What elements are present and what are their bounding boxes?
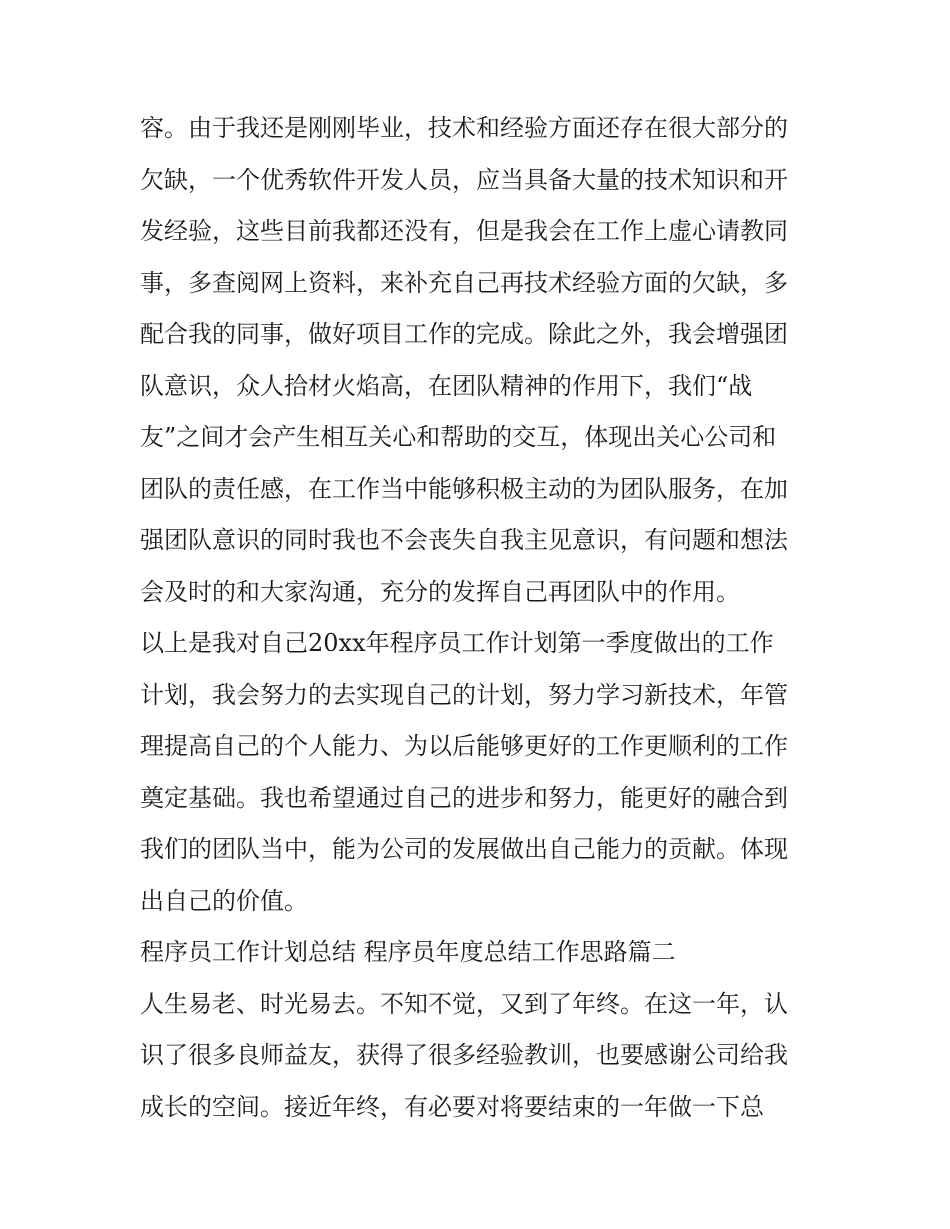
paragraph-line: 团队的责任感，在工作当中能够积极主动的为团队服务，在加 <box>140 475 788 503</box>
paragraph-line: 强团队意识的同时我也不会丧失自我主见意识，有问题和想法 <box>140 526 788 554</box>
paragraph-line: 识了很多良师益友，获得了很多经验教训，也要感谢公司给我 <box>140 1041 788 1069</box>
section-heading: 程序员工作计划总结 程序员年度总结工作思路篇二 <box>140 938 676 966</box>
paragraph-line: 队意识，众人拾材火焰高，在团队精神的作用下，我们“战 <box>140 372 753 400</box>
paragraph-line: 出自己的价值。 <box>140 887 308 915</box>
paragraph-line: 成长的空间。接近年终，有必要对将要结束的一年做一下总 <box>140 1093 764 1121</box>
paragraph-line: 理提高自己的个人能力、为以后能够更好的工作更顺利的工作 <box>140 732 788 760</box>
paragraph-line: 事，多查阅网上资料，来补充自己再技术经验方面的欠缺，多 <box>140 269 788 297</box>
paragraph-line: 友”之间才会产生相互关心和帮助的交互，体现出关心公司和 <box>140 423 777 451</box>
paragraph-line: 我们的团队当中，能为公司的发展做出自己能力的贡献。体现 <box>140 835 788 863</box>
paragraph-line: 以上是我对自己20xx年程序员工作计划第一季度做出的工作 <box>140 629 774 657</box>
paragraph-line: 人生易老、时光易去。不知不觉，又到了年终。在这一年，认 <box>140 990 788 1018</box>
paragraph-line: 奠定基础。我也希望通过自己的进步和努力，能更好的融合到 <box>140 784 788 812</box>
paragraph-line: 欠缺，一个优秀软件开发人员，应当具备大量的技术知识和开 <box>140 166 788 194</box>
paragraph-line: 会及时的和大家沟通，充分的发挥自己再团队中的作用。 <box>140 578 740 606</box>
paragraph-line: 配合我的同事，做好项目工作的完成。除此之外，我会增强团 <box>140 320 788 348</box>
paragraph-line: 计划，我会努力的去实现自己的计划，努力学习新技术，年管 <box>140 681 788 709</box>
paragraph-line: 容。由于我还是刚刚毕业，技术和经验方面还存在很大部分的 <box>140 114 788 142</box>
paragraph-line: 发经验，这些目前我都还没有，但是我会在工作上虚心请教同 <box>140 217 788 245</box>
